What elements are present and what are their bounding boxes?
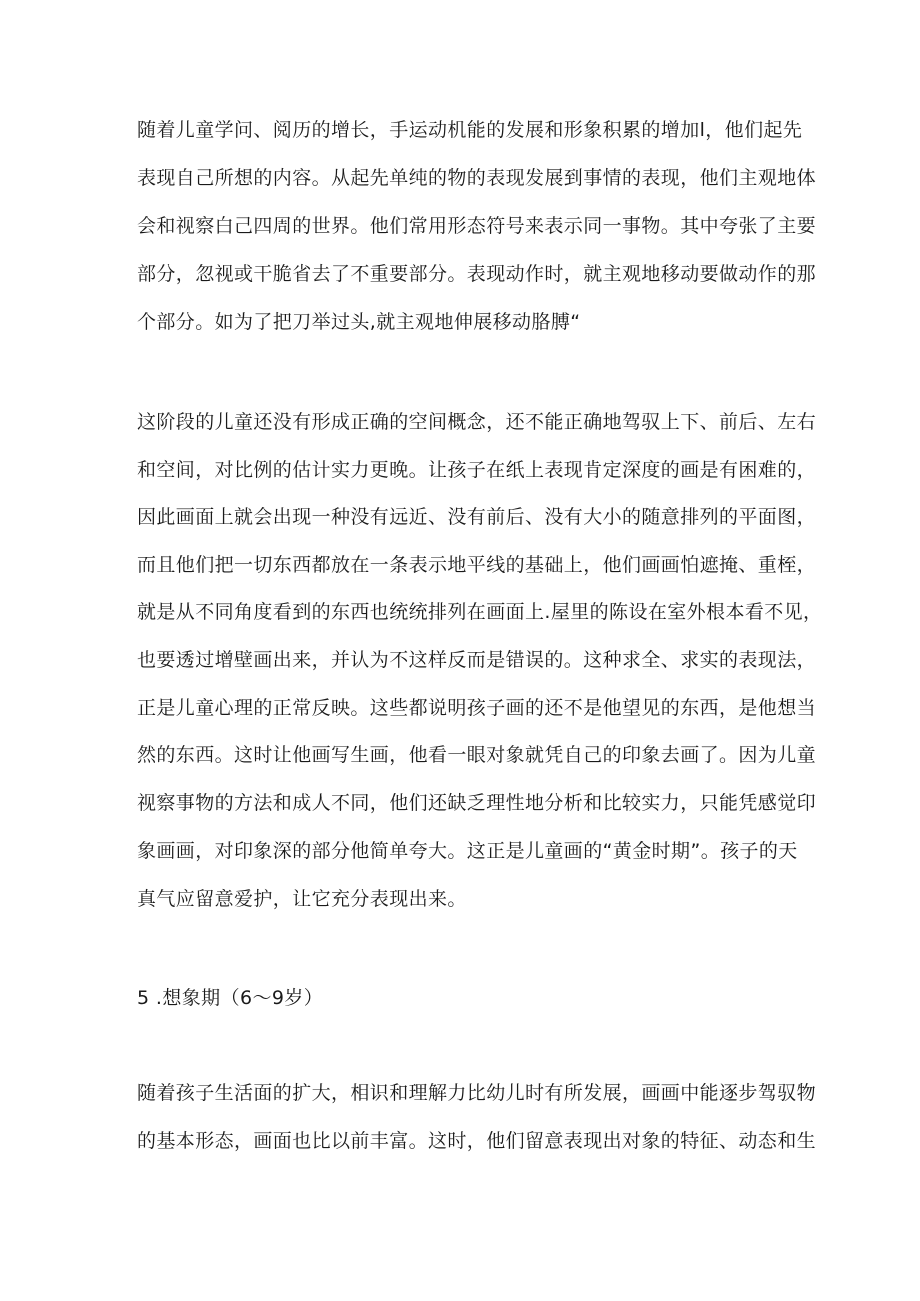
paragraph-3-line-1: 随着孩子生活面的扩大，相识和理解力比幼儿时有所发展，画画中能逐步驾驭物 xyxy=(137,1082,817,1104)
paragraph-2-line-2: 和空间，对比例的估计实力更晚。让孩子在纸上表现肯定深度的画是有困难的， xyxy=(137,459,817,481)
paragraph-2-line-11: 真气应留意爱护，让它充分表现出来。 xyxy=(137,888,467,910)
section-heading: 5 .想象期（6～9岁） xyxy=(137,987,324,1009)
paragraph-1-line-3: 会和视察白己四周的世界。他们常用形态符号来表示同一事物。其中夸张了主要 xyxy=(137,215,817,237)
paragraph-2-line-6: 也要透过增壁画出来，并认为不这样反而是错误的。这种求全、求实的表现法， xyxy=(137,649,817,671)
paragraph-2-line-4: 而且他们把一切东西都放在一条表示地平线的基础上，他们画画怕遮掩、重桎， xyxy=(137,554,817,576)
paragraph-1-line-4: 部分，忽视或干脆省去了不重要部分。表现动作时，就主观地移动要做动作的那 xyxy=(137,263,817,285)
paragraph-2-line-9: 视察事物的方法和成人不同，他们还缺乏理性地分析和比较实力，只能凭感觉印 xyxy=(137,792,817,814)
paragraph-1-line-1: 随着儿童学问、阅历的增长，手运动机能的发展和形象积累的增加l，他们起先 xyxy=(137,119,803,141)
paragraph-2-line-3: 因此画面上就会出现一种没有远近、没有前后、没有大小的随意排列的平面图， xyxy=(137,506,817,528)
paragraph-1-line-5: 个部分。如为了把刀举过头,就主观地伸展移动胳膊“ xyxy=(137,311,581,333)
paragraph-1-line-2: 表现自己所想的内容。从起先单纯的物的表现发展到事情的表现，他们主观地体 xyxy=(137,167,817,189)
paragraph-2-line-1: 这阶段的儿童还没有形成正确的空间概念，还不能正确地驾驭上下、前后、左右 xyxy=(137,411,817,433)
paragraph-2-line-10: 象画画，对印象深的部分他简单夸大。这正是儿童画的“黄金时期”。孩子的天 xyxy=(137,840,798,862)
paragraph-3-line-2: 的基本形态，画面也比以前丰富。这时，他们留意表现出对象的特征、动态和生 xyxy=(137,1130,817,1152)
paragraph-2-line-7: 正是儿童心理的正常反映。这些都说明孩子画的还不是他望见的东西，是他想当 xyxy=(137,697,817,719)
paragraph-2-line-8: 然的东西。这时让他画写生画，他看一眼对象就凭自己的印象去画了。因为儿童 xyxy=(137,744,817,766)
paragraph-2-line-5: 就是从不同角度看到的东西也统统排列在画面上.屋里的陈设在室外根本看不见， xyxy=(137,601,823,623)
